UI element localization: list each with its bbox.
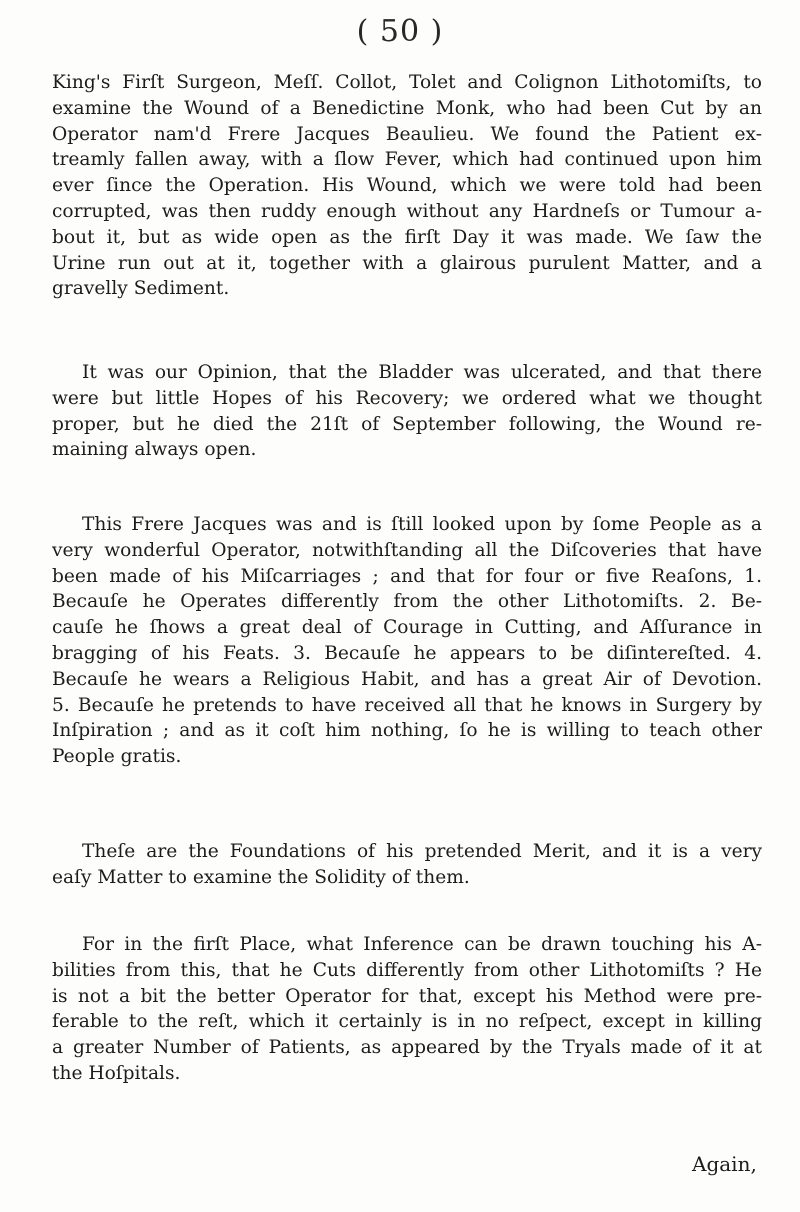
text-line: 5. Becauſe he pretends to have received all that he knows in Surgery by xyxy=(52,694,762,716)
text-line: gravelly Sediment. xyxy=(52,278,230,300)
paragraph-3 xyxy=(52,512,762,770)
text-line: were but little Hopes of his Recovery; we ordered what we thought xyxy=(52,387,762,409)
text-line: bilities from this, that he Cuts differently from other Lithotomiſts ? He xyxy=(52,959,762,981)
catchword: Again, xyxy=(692,1152,757,1176)
text-line: Becauſe he Operates differently from the other Lithotomiſts. 2. Be- xyxy=(52,591,762,613)
text-line: the Hoſpitals. xyxy=(52,1062,181,1084)
paragraph-4 xyxy=(52,839,762,891)
text-line: proper, but he died the 21ſt of September following, the Wound re- xyxy=(52,413,762,435)
text-line: been made of his Miſcarriages ; and that for four or five Reaſons, 1. xyxy=(52,565,762,587)
text-line: Operator nam'd Frere Jacques Beaulieu. We found the Patient ex- xyxy=(52,123,762,145)
text-line: very wonderful Operator, notwithſtanding all the Diſcoveries that have xyxy=(52,539,762,561)
text-line: King's Firſt Surgeon, Meſſ. Collot, Tolet and Colignon Lithotomiſts, to xyxy=(52,72,762,93)
text-line: bout it, but as wide open as the firſt Day it was made. We ſaw the xyxy=(52,226,762,248)
text-line: examine the Wound of a Benedictine Monk, who had been Cut by an xyxy=(52,97,762,119)
text-line: Theſe are the Foundations of his pretended Merit, and it is a very xyxy=(82,841,762,862)
text-line: Urine run out at it, together with a glairous purulent Matter, and a xyxy=(52,252,762,274)
text-line: maining always open. xyxy=(52,439,257,461)
paragraph-2 xyxy=(52,360,762,463)
paragraph-5 xyxy=(52,932,762,1087)
text-line: This Frere Jacques was and is ſtill looked upon by ſome People as a xyxy=(82,514,762,535)
page-number: ( 50 ) xyxy=(356,14,444,49)
text-line: ever ſince the Operation. His Wound, which we were told had been xyxy=(52,175,762,197)
text-line: People gratis. xyxy=(52,746,182,768)
text-line: Becauſe he wears a Religious Habit, and has a great Air of Devotion. xyxy=(52,668,762,690)
text-line: It was our Opinion, that the Bladder was ulcerated, and that there xyxy=(82,362,762,383)
text-line: a greater Number of Patients, as appeared by the Tryals made of it at xyxy=(52,1037,762,1059)
text-line: eaſy Matter to examine the Solidity of them. xyxy=(52,866,470,888)
text-line: is not a bit the better Operator for that, except his Method were pre- xyxy=(52,985,762,1007)
text-line: treamly fallen away, with a ſlow Fever, which had continued upon him xyxy=(52,149,762,171)
text-line: bragging of his Feats. 3. Becauſe he appears to be diſintereſted. 4. xyxy=(52,642,762,664)
text-line: ferable to the reſt, which it certainly is in no reſpect, except in killing xyxy=(52,1011,762,1033)
text-line: Inſpiration ; and as it coſt him nothing, ſo he is willing to teach other xyxy=(52,720,762,742)
text-line: cauſe he ſhows a great deal of Courage in Cutting, and Aſſurance in xyxy=(52,617,762,639)
paragraph-1 xyxy=(52,70,762,302)
text-line: corrupted, was then ruddy enough without any Hardneſs or Tumour a- xyxy=(52,200,762,222)
text-line: For in the firſt Place, what Inference can be drawn touching his A- xyxy=(82,934,762,955)
